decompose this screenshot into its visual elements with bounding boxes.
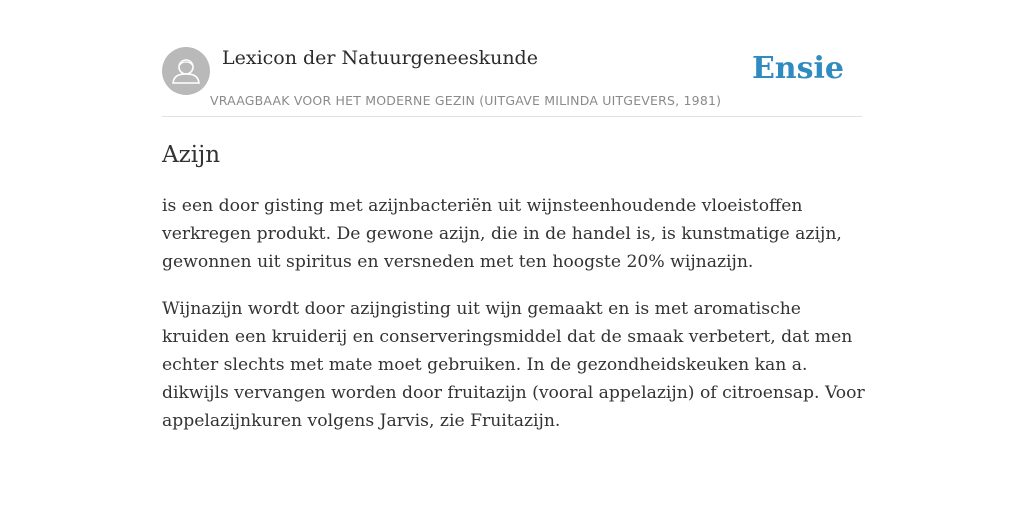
entry-title: Azijn bbox=[162, 142, 221, 168]
source-header bbox=[162, 0, 862, 117]
user-icon[interactable] bbox=[162, 47, 210, 95]
entry-card bbox=[162, 0, 865, 512]
entry-paragraph: Wijnazijn wordt door azijngisting uit wijn gemaakt en is met aromatische kruiden een kruiderij en conserveringsmiddel dat de smaak verbetert, dat men echter slechts met mate moet gebruiken. In de gezondheidskeuken kan a. dikwijls vervangen worden door fruitazijn (vooral appelazijn) of citroensap. Voor appelazijnkuren volgens Jarvis, zie Fruitazijn. bbox=[162, 299, 865, 431]
brand-logo[interactable]: Ensie bbox=[751, 51, 844, 86]
entry-paragraph: is een door gisting met azijnbacteriën uit wijnsteenhoudende vloeistoffen verkregen produkt. De gewone azijn, die in de handel is, is kunstmatige azijn, gewonnen uit spiritus en versneden met ten hoogste 20% wijnazijn. bbox=[162, 196, 842, 272]
entry-body bbox=[162, 192, 866, 454]
source-subtitle: VRAAGBAAK VOOR HET MODERNE GEZIN (UITGAVE MILINDA UITGEVERS, 1981) bbox=[210, 93, 722, 108]
source-title[interactable]: Lexicon der Natuurgeneeskunde bbox=[222, 47, 538, 69]
